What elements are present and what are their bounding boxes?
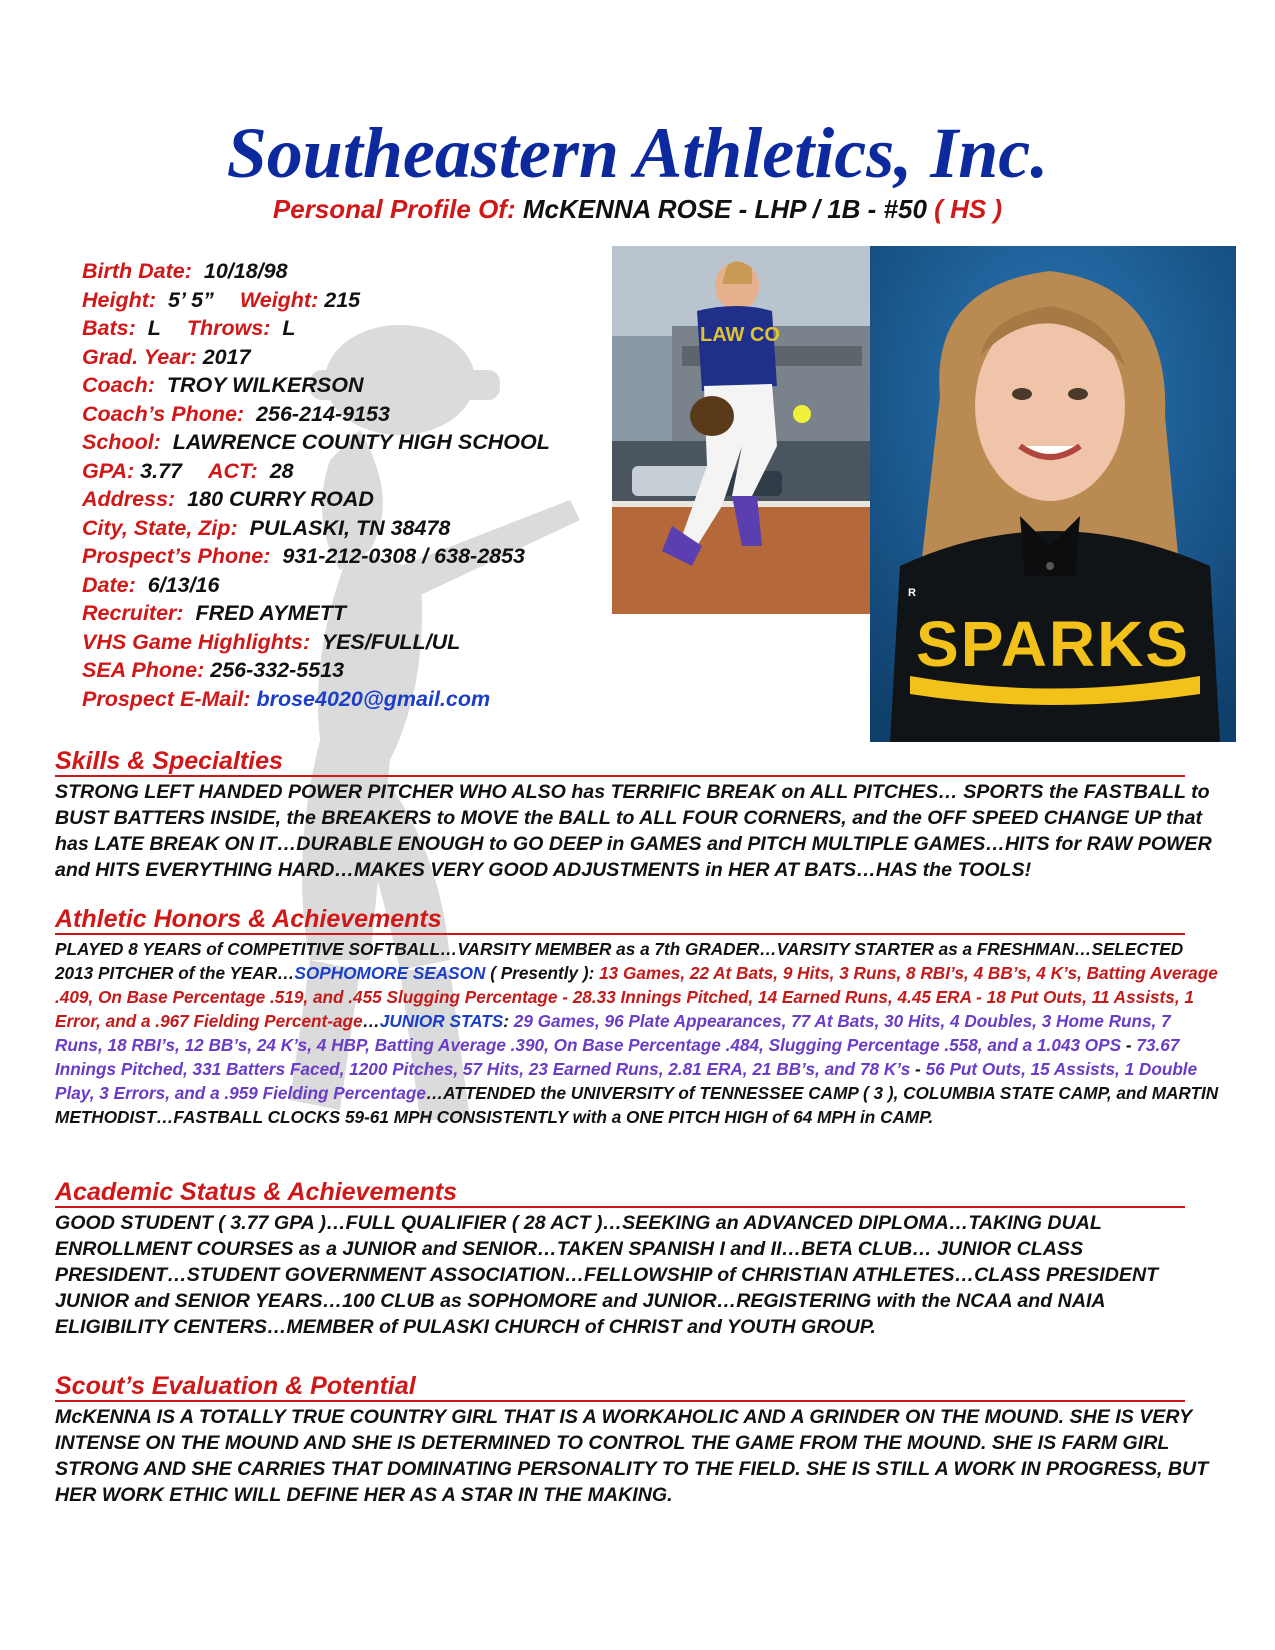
recruiter-label: Recruiter: [82,601,184,625]
dash-2: - [910,1059,926,1079]
height-label: Height: [82,287,157,312]
address-value: 180 CURRY ROAD [187,487,374,511]
profile-subtitle [0,194,1275,225]
recruiter-value: FRED AYMETT [195,601,347,625]
presently-note: ( Presently ): [485,963,600,983]
portrait-photo [870,246,1236,742]
coach-phone-row [82,400,550,429]
city-value: PULASKI, TN 38478 [249,515,451,540]
coach-phone-value: 256-214-9153 [256,401,390,426]
date-row [82,571,550,600]
prospect-phone-row [82,542,550,571]
athletic-intro: PLAYED 8 YEARS of COMPETITIVE SOFTBALL…VARSITY MEMBER as a 7th GRADER…VARSITY STARTER as a FRESHMAN…SELECTED 2013 PITCHER of the YEAR… [55,939,1184,983]
athletic-closing: …ATTENDED the UNIVERSITY of TENNESSEE CAMP ( 3 ), COLUMBIA STATE CAMP, and MARTIN METHODIST…FASTBALL CLOCKS 59-61 MPH CONSISTENTLY with a ONE PITCH HIGH of 64 MPH in CAMP. [55,1083,1219,1127]
bats-label: Bats: [82,316,136,340]
svg-text:R: R [908,587,916,599]
prospect-info [82,257,550,713]
uniform-lettering: LAW CO [700,324,780,346]
skills-text: STRONG LEFT HANDED POWER PITCHER WHO ALSO has TERRIFIC BREAK on ALL PITCHES… SPORTS the FASTBALL to BUST BATTERS INSIDE, the BREAKERS to MOVE the BALL to ALL FOUR CORNERS, and the OFF SPEED CHANGE UP that has LATE BREAK ON IT…DURABLE ENOUGH to GO DEEP in GAMES and PITCH MULTIPLE GAMES…HITS for RAW POWER and HITS EVERYTHING HARD…MAKES VERY GOOD ADJUSTMENTS in HER AT BATS…HAS the TOOLS! [55,781,1212,881]
email-label: Prospect E-Mail: [82,686,251,711]
coach-phone-label: Coach’s Phone: [82,401,245,426]
sea-phone-value: 256-332-5513 [210,658,345,682]
vhs-label: VHS Game Highlights: [82,629,311,654]
weight-value: 215 [324,287,361,312]
dash-1: - [1121,1035,1137,1055]
grad-year-row [82,343,550,372]
coach-value: TROY WILKERSON [166,373,364,397]
junior-fielding-stats: 56 Put Outs, 15 Assists, 1 Double Play, 3 Errors, and a .959 Fielding Percentage [55,1059,1198,1103]
scout-section [55,1372,1220,1508]
scout-text: McKENNA IS A TOTALLY TRUE COUNTRY GIRL THAT IS A WORKAHOLIC AND A GRINDER ON THE MOUND. SHE IS VERY INTENSE ON THE MOUND AND SHE IS DETERMINED TO CONTROL THE GAME FROM THE MOUND. SHE IS FARM GIRL STRONG AND SHE CARRIES THAT DOMINATING PERSONALITY TO THE FIELD. SHE IS STILL A WORK IN PROGRESS, BUT HER WORK ETHIC WILL DEFINE HER AS A STAR IN THE MAKING. [55,1406,1209,1506]
academic-heading: Academic Status & Achievements [55,1178,1185,1208]
academic-text: GOOD STUDENT ( 3.77 GPA )…FULL QUALIFIER ( 28 ACT )…SEEKING an ADVANCED DIPLOMA…TAKING DUAL ENROLLMENT COURSES as a JUNIOR and SENIOR…TAKEN SPANISH I and II…BETA CLUB… JUNIOR CLASS PRESIDENT…STUDENT GOVERNMENT ASSOCIATION…FELLOWSHIP of CHRISTIAN ATHLETES…CLASS PRESIDENT JUNIOR and SENIOR YEARS…100 CLUB as SOPHOMORE and JUNIOR…REGISTERING with the NCAA and NAIA ELIGIBILITY CENTERS…MEMBER of PULASKI CHURCH of CHRIST and YOUTH GROUP. [55,1212,1159,1338]
throws-label: Throws: [186,316,271,340]
weight-label: Weight: [239,287,319,312]
gpa-label: GPA: [82,458,135,483]
date-label: Date: [82,572,136,597]
height-weight-row [82,286,550,315]
prospect-phone-value: 931-212-0308 / 638-2853 [282,544,526,568]
pitching-photo [612,246,870,614]
hs-tag: HS [950,194,987,224]
prospect-phone-label: Prospect’s Phone: [82,544,271,568]
sea-phone-row [82,656,550,685]
junior-label: JUNIOR STATS [379,1011,504,1031]
birth-date-value: 10/18/98 [203,259,288,283]
academic-section [55,1178,1220,1340]
grad-year-label: Grad. Year: [82,344,197,369]
company-title: Southeastern Athletics, Inc. [226,113,1049,193]
prospect-name: McKENNA ROSE - LHP / 1B - #50 [522,194,927,224]
vhs-value: YES/FULL/UL [321,629,461,654]
birth-date-label: Birth Date: [82,259,192,283]
coach-label: Coach: [82,373,155,397]
sophomore-label: SOPHOMORE SEASON [294,963,486,983]
throws-value: L [282,316,296,340]
school-label: School: [82,430,161,454]
junior-colon: : [503,1011,514,1031]
gpa-value: 3.77 [140,458,182,483]
subtitle-label: Personal Profile Of: [272,194,516,224]
school-value: LAWRENCE COUNTY HIGH SCHOOL [172,430,550,454]
sophomore-stats: 13 Games, 22 At Bats, 9 Hits, 3 Runs, 8 RBI’s, 4 BB’s, 4 K’s, Batting Average .409, On Base Percentage .519, and .455 Slugging Percentage - 28.33 Innings Pitched, 14 Earned Runs, 4.45 ERA - 18 Put Outs, 11 Assists, 1 Error, and a .967 Fielding Percent-age [55,963,1218,1031]
city-label: City, State, Zip: [82,515,238,540]
paren-open: ( [934,194,943,224]
jersey-lettering: SPARKS [916,608,1190,680]
junior-pitching-stats: 73.67 Innings Pitched, 331 Batters Faced, 1200 Pitches, 57 Hits, 23 Earned Runs, 2.81 ERA, 21 BB’s, and 78 K’s [55,1035,1180,1079]
city-row [82,514,550,543]
athletic-heading: Athletic Honors & Achievements [55,905,1185,935]
coach-row [82,371,550,400]
bats-throws-row [82,314,550,343]
grad-year-value: 2017 [202,344,251,369]
act-label: ACT: [208,458,258,483]
birth-date-row [82,257,550,286]
address-row [82,485,550,514]
junior-batting-stats: 29 Games, 96 Plate Appearances, 77 At Bats, 30 Hits, 4 Doubles, 3 Home Runs, 7 Runs, 18 RBI’s, 12 BB’s, 24 K’s, 4 HBP, Batting Average .390, On Base Percentage .484, Slugging Percentage .558, and a 1.043 OPS [55,1011,1171,1055]
recruiter-row [82,599,550,628]
athletic-section [55,905,1220,1129]
scout-heading: Scout’s Evaluation & Potential [55,1372,1185,1402]
sea-phone-label: SEA Phone: [82,658,205,682]
skills-heading: Skills & Specialties [55,747,1185,777]
paren-close: ) [993,194,1003,224]
bats-value: L [147,316,161,340]
address-label: Address: [82,487,176,511]
vhs-row [82,628,550,657]
ellipsis-1: … [362,1011,380,1031]
date-value: 6/13/16 [147,572,220,597]
skills-section [55,747,1220,883]
gpa-act-row [82,457,550,486]
school-row [82,428,550,457]
athletic-text [55,937,1220,1129]
height-value: 5’ 5” [168,287,214,312]
email-link[interactable]: brose4020@gmail.com [256,686,491,711]
email-row [82,685,550,714]
act-value: 28 [269,458,294,483]
